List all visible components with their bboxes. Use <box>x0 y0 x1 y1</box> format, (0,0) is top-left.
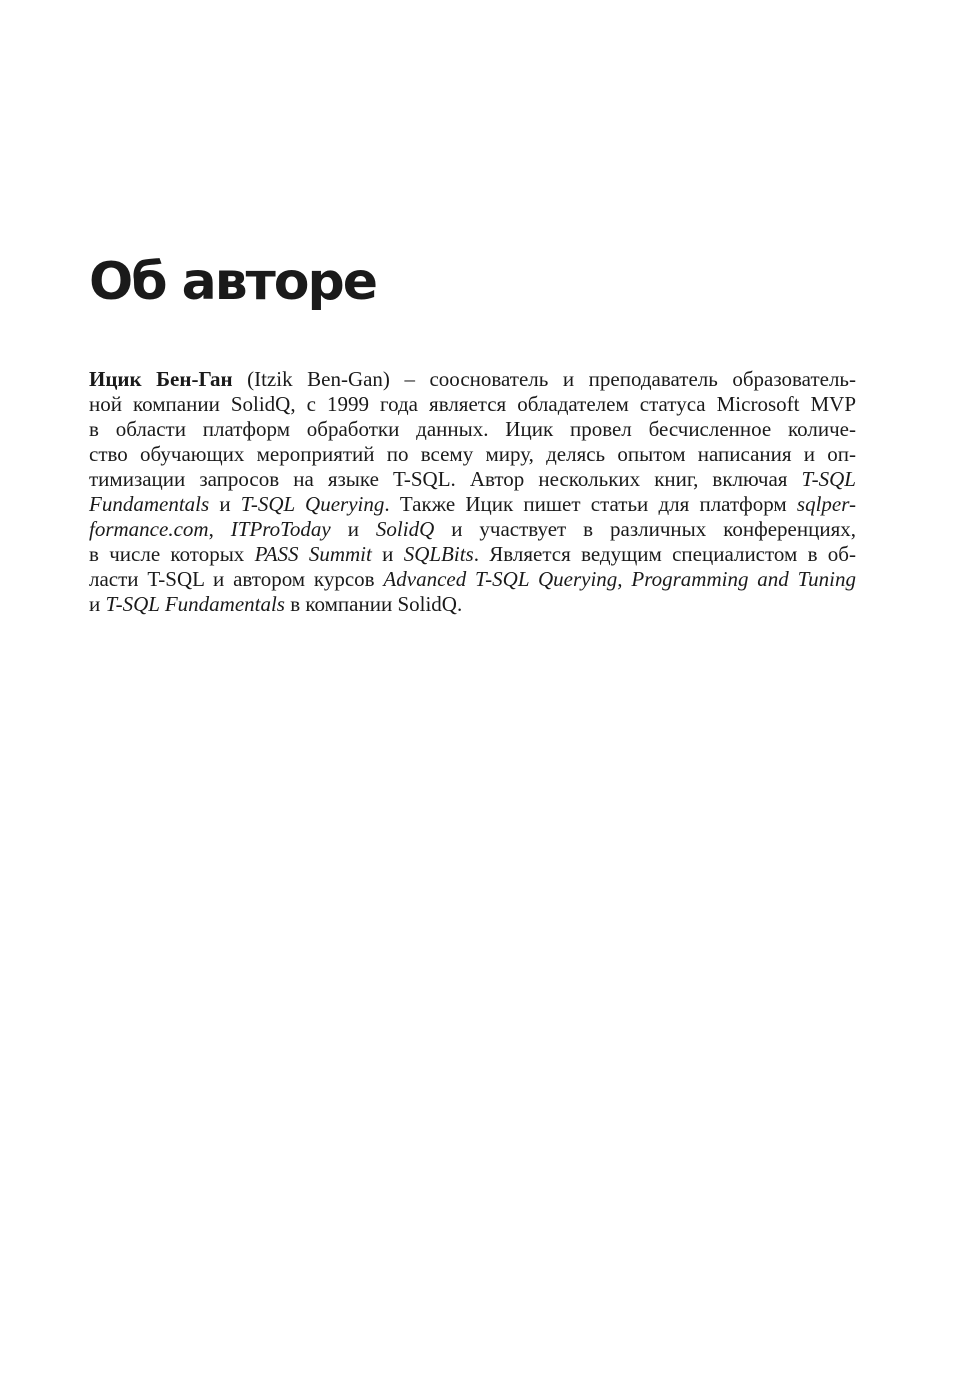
bio-text: и <box>89 592 106 616</box>
bio-text: и <box>209 492 241 516</box>
italic-term: T-SQL Fundamentals <box>105 592 285 616</box>
italic-term: PASS Summit <box>254 542 372 566</box>
bio-text: , <box>208 517 231 541</box>
author-bio <box>89 367 856 617</box>
bio-text: и <box>371 542 404 566</box>
italic-term: T-SQL Querying <box>240 492 385 516</box>
italic-term: Fundamentals <box>89 492 210 516</box>
bio-text: и <box>330 517 376 541</box>
bio-text: в компании SolidQ. <box>284 592 463 616</box>
bio-text: . Является ведущим специалистом в об- <box>473 542 856 566</box>
bio-line <box>89 492 856 517</box>
bio-line <box>89 517 856 542</box>
bio-text: в области платформ обработки данных. Ицик провел бесчисленное количе- <box>89 417 856 441</box>
bio-text: ной компании SolidQ, с 1999 года является обладателем статуса Microsoft MVP <box>89 392 856 416</box>
italic-term: formance.com <box>89 517 209 541</box>
italic-term: Advanced T-SQL Querying, Programming and Tuning <box>383 567 856 591</box>
bio-line <box>89 467 856 492</box>
bio-text: ство обучающих мероприятий по всему миру, делясь опытом написания и оп- <box>89 442 856 466</box>
italic-term: sqlper- <box>796 492 856 516</box>
italic-term: T-SQL <box>801 467 856 491</box>
italic-term: SQLBits <box>403 542 474 566</box>
bio-line <box>89 567 856 592</box>
bio-text: . Также Ицик пишет статьи для платформ <box>384 492 797 516</box>
bio-text: ласти T-SQL и автором курсов <box>89 567 384 591</box>
bio-line <box>89 592 856 617</box>
bio-line <box>89 542 856 567</box>
bio-line <box>89 392 856 417</box>
italic-term: SolidQ <box>375 517 435 541</box>
bio-line <box>89 417 856 442</box>
bio-text: в числе которых <box>89 542 255 566</box>
bio-text: тимизации запросов на языке T-SQL. Автор нескольких книг, включая <box>89 467 802 491</box>
page-title: Об авторе <box>89 252 376 312</box>
bio-text: (Itzik Ben-Gan) – сооснователь и преподаватель образователь- <box>232 367 856 391</box>
bio-line <box>89 442 856 467</box>
bio-text: и участвует в различных конференциях, <box>434 517 856 541</box>
bio-line <box>89 367 856 392</box>
italic-term: ITProToday <box>230 517 331 541</box>
author-name: Ицик Бен-Ган <box>89 367 233 391</box>
